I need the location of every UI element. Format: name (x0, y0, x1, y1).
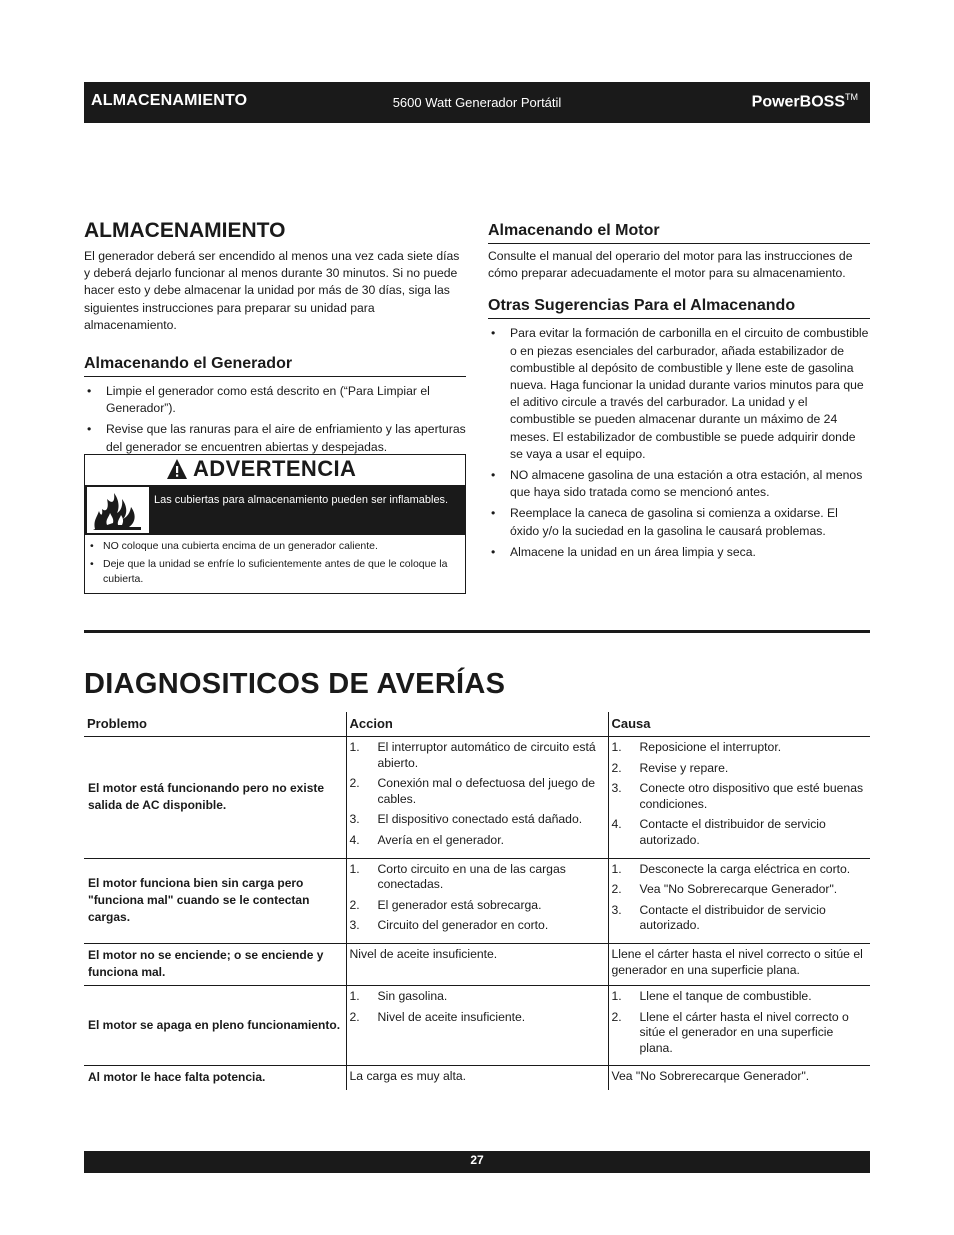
list-item: • Para evitar la formación de carbonilla en el circuito de combustible o en piezas esenciales del carburador, añada estabilizador de combustible al depósito de combustible y llene este de gasolina nueva. Haga funcionar la unidad durante varios minutos para que el aditivo circule a través del carburador. La unidad y el combustible se pueden almacenar durante un máximo de 24 meses. El estabilizador de combustible se puede adquirir donde se vaya a usar el equipo. (488, 325, 870, 463)
list-item: • NO almacene gasolina de una estación a otra estación, al menos que haya sido tratada como se mencionó antes. (488, 467, 870, 501)
header-bar (84, 82, 870, 123)
item-text: Contacte el distribuidor de servicio autorizado. (639, 902, 826, 933)
list-item: • Almacene la unidad en un área limpia y seca. (488, 544, 870, 561)
cause-cell (608, 985, 870, 1065)
list-item: • Revise que las ranuras para el aire de enfriamiento y las aperturas del generador se encuentren abiertas y despejadas. (84, 421, 466, 455)
item-number: 1. (611, 988, 622, 1003)
page-footer (84, 1151, 870, 1173)
action-cell: La carga es muy alta. (346, 1066, 608, 1091)
column-header-cause: Causa (608, 712, 870, 737)
item-number: 1. (611, 861, 622, 876)
table-row (84, 943, 870, 985)
table-row (84, 985, 870, 1065)
item-text: Llene el tanque de combustible. (639, 988, 812, 1003)
problem-cell: Al motor le hace falta potencia. (88, 1070, 266, 1085)
item-text: Conexión mal o defectuosa del juego de cables. (377, 776, 595, 806)
list-item (350, 862, 605, 893)
item-number: 3. (611, 902, 622, 917)
generator-storage-title: Almacenando el Generador (84, 354, 466, 377)
list-item (612, 761, 868, 777)
item-number: 1. (349, 988, 360, 1003)
problem-cell: El motor se apaga en pleno funcionamiento. (84, 985, 346, 1065)
item-text: Nivel de aceite insuficiente. (377, 1009, 526, 1024)
item-number: 2. (611, 760, 622, 775)
item-number: 4. (611, 817, 622, 832)
column-header-problem: Problemo (84, 712, 346, 737)
cause-cell: Llene el cárter hasta el nivel correcto o sitúe el generador en una superficie plana. (608, 943, 870, 985)
list-item (350, 740, 605, 771)
warning-box (84, 454, 466, 594)
action-cell: Nivel de aceite insuficiente. (346, 943, 608, 985)
item-text: Vea "No Sobrerecarque Generador". (639, 882, 838, 897)
storage-tips-title: Otras Sugerencias Para el Almacenando (488, 296, 870, 319)
problem-cell: El motor no se enciende; o se enciende y funciona mal. (84, 943, 346, 985)
problem-cell: El motor está funcionando pero no existe salida de AC disponible. (84, 737, 346, 859)
warning-title: ADVERTENCIA (193, 456, 357, 481)
cause-cell: Vea "No Sobrerecarque Generador". (608, 1066, 870, 1091)
storage-right-column (488, 218, 870, 565)
item-number: 2. (611, 1009, 622, 1024)
warning-list (85, 539, 457, 590)
list-item (350, 898, 605, 914)
item-text: Conecte otro dispositivo que esté buenas condiciones. (639, 781, 864, 811)
list-item (350, 989, 605, 1005)
section-divider (84, 630, 870, 633)
item-number: 1. (349, 740, 360, 754)
item-number: 3. (349, 918, 360, 933)
list-item (612, 862, 868, 878)
action-cell (346, 985, 608, 1065)
storage-title: ALMACENAMIENTO (84, 219, 286, 242)
table-row (84, 1066, 870, 1091)
item-number: 2. (349, 1009, 360, 1024)
fire-icon (87, 487, 149, 533)
item-text: El interruptor automático de circuito está abierto. (377, 740, 596, 770)
warning-triangle-icon (166, 458, 188, 480)
item-number: 3. (611, 781, 622, 796)
list-item (350, 918, 605, 934)
item-text: Corto circuito en una de las cargas conectadas. (377, 861, 566, 892)
list-item (612, 882, 868, 898)
problem-cell: El motor funciona bien sin carga pero "funciona mal" cuando se le contectan cargas. (84, 858, 346, 943)
list-item (350, 812, 605, 828)
storage-left-column (84, 218, 466, 460)
brand-mark: TM (845, 92, 858, 102)
item-number: 2. (349, 897, 360, 912)
motor-storage-title: Almacenando el Motor (488, 221, 870, 244)
item-text: Llene el cárter hasta el nivel correcto o sitúe el generador en una superficie plana. (639, 1009, 849, 1055)
item-text: El generador está sobrecarga. (377, 897, 542, 912)
item-number: 1. (349, 861, 360, 876)
action-cell (346, 858, 608, 943)
item-text: Revise y repare. (639, 760, 729, 775)
cause-cell (608, 858, 870, 943)
item-text: El dispositivo conectado está dañado. (377, 812, 583, 827)
item-number: 1. (611, 740, 622, 754)
item-number: 2. (349, 776, 360, 791)
list-item (350, 776, 605, 807)
header-section: ALMACENAMIENTO (91, 92, 248, 109)
item-text: Sin gasolina. (377, 988, 448, 1003)
generator-storage-list (84, 383, 466, 456)
troubleshooting-table (84, 712, 870, 1090)
list-item: • Limpie el generador como está descrito en (“Para Limpiar el Generador”). (84, 383, 466, 417)
cause-cell (608, 737, 870, 859)
list-item (612, 1010, 868, 1057)
list-item (612, 781, 868, 812)
item-text: Circuito del generador en corto. (377, 918, 549, 933)
table-row (84, 858, 870, 943)
list-item (612, 989, 868, 1005)
warning-message-band (85, 485, 465, 535)
troubleshooting-table-body (84, 737, 870, 1091)
list-item (612, 740, 868, 756)
table-header-row (84, 712, 870, 737)
warning-header (85, 455, 465, 485)
header-brand (752, 92, 858, 111)
list-item (350, 1010, 605, 1026)
item-number: 2. (611, 882, 622, 897)
item-text: Contacte el distribuidor de servicio autorizado. (639, 817, 826, 847)
table-row (84, 737, 870, 859)
item-text: Avería en el generador. (377, 832, 504, 847)
action-cell (346, 737, 608, 859)
motor-storage-text: Consulte el manual del operario del motor para las instrucciones de cómo preparar adecuadamente el motor para su almacenamiento. (488, 249, 853, 281)
list-item (612, 817, 868, 848)
list-item: • NO coloque una cubierta encima de un generador caliente. (85, 539, 457, 555)
storage-tips-list (488, 325, 870, 561)
storage-intro: El generador deberá ser encendido al menos una vez cada siete días y deberá dejarlo funcionar al menos durante 30 minutos. Si no puede hacer esto y debe almacenar la unidad por más de 30 días, siga las siguientes instrucciones para preparar su unidad para almacenamiento. (84, 249, 460, 332)
header-product: 5600 Watt Generador Portátil (392, 95, 562, 110)
troubleshooting-title: DIAGNOSITICOS DE AVERÍAS (84, 668, 506, 700)
brand-name: PowerBOSS (751, 93, 845, 111)
item-number: 3. (349, 812, 360, 827)
list-item (612, 903, 868, 934)
item-text: Reposicione el interruptor. (639, 740, 782, 754)
list-item: • Reemplace la caneca de gasolina si comienza a oxidarse. El óxido y/o la suciedad en la gasolina le causará problemas. (488, 505, 870, 539)
list-item: • Deje que la unidad se enfríe lo suficientemente antes de que le coloque la cubierta. (85, 557, 457, 588)
item-text: Desconecte la carga eléctrica en corto. (639, 861, 851, 876)
warning-message: Las cubiertas para almacenamiento pueden ser inflamables. (154, 494, 449, 506)
column-header-action: Accion (346, 712, 608, 737)
page-number: 27 (470, 1153, 484, 1167)
list-item (350, 833, 605, 849)
item-number: 4. (349, 832, 360, 847)
